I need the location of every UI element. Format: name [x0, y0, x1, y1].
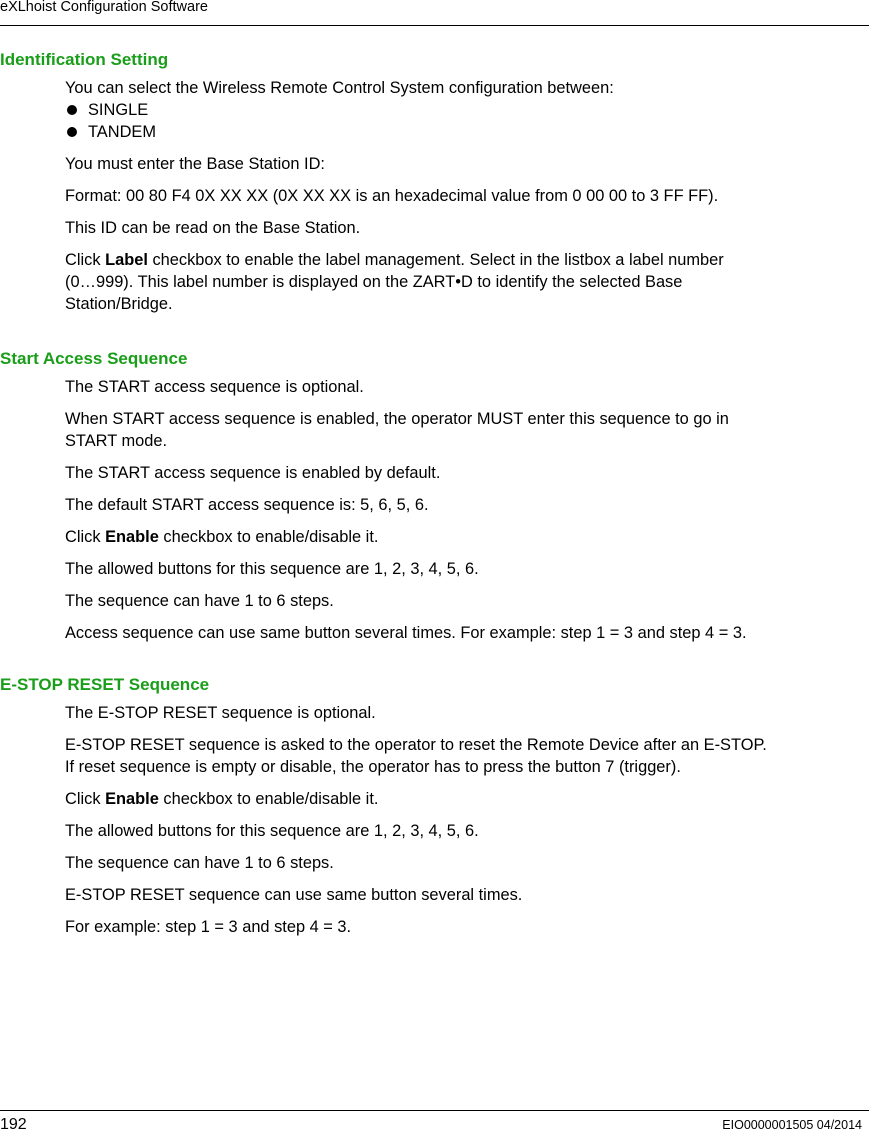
paragraph-line: If reset sequence is empty or disable, the operator has to press the button 7 (trigger). — [65, 758, 681, 776]
paragraph: The sequence can have 1 to 6 steps. — [65, 592, 334, 610]
bold-term-enable: Enable — [105, 790, 159, 808]
paragraph-line — [65, 249, 865, 271]
paragraph — [65, 526, 865, 548]
list-item — [65, 121, 865, 143]
bullet-icon — [67, 127, 77, 137]
section-body — [65, 702, 865, 938]
paragraph: For example: step 1 = 3 and step 4 = 3. — [65, 918, 352, 936]
configuration-list — [65, 99, 865, 143]
paragraph-line: E-STOP RESET sequence is asked to the operator to reset the Remote Device after an E-STOP. — [65, 736, 767, 754]
paragraph: The allowed buttons for this sequence are 1, 2, 3, 4, 5, 6. — [65, 560, 479, 578]
text: checkbox to enable the label management. Select in the listbox a label number — [147, 251, 724, 269]
paragraph: The E-STOP RESET sequence is optional. — [65, 704, 376, 722]
header-rule — [0, 25, 869, 26]
label-paragraph — [65, 249, 865, 315]
paragraph-line: START mode. — [65, 432, 168, 450]
paragraph: E-STOP RESET sequence can use same button several times. — [65, 886, 523, 904]
section-heading: E-STOP RESET Sequence — [0, 675, 210, 694]
section-identification-setting — [0, 50, 869, 315]
section-body — [65, 77, 865, 315]
text: checkbox to enable/disable it. — [158, 528, 379, 546]
bold-term-enable: Enable — [105, 528, 159, 546]
paragraph: This ID can be read on the Base Station. — [65, 219, 361, 237]
running-header-title: eXLhoist Configuration Software — [0, 0, 208, 15]
section-body — [65, 376, 865, 644]
paragraph: You must enter the Base Station ID: — [65, 155, 325, 173]
paragraph: The allowed buttons for this sequence are 1, 2, 3, 4, 5, 6. — [65, 822, 479, 840]
text: Click — [65, 790, 106, 808]
section-estop-reset-sequence — [0, 675, 869, 938]
section-heading: Start Access Sequence — [0, 349, 188, 368]
paragraph: Access sequence can use same button several times. For example: step 1 = 3 and step 4 = 3. — [65, 624, 747, 642]
paragraph: Format: 00 80 F4 0X XX XX (0X XX XX is an hexadecimal value from 0 00 00 to 3 FF FF). — [65, 187, 719, 205]
text: Click — [65, 251, 106, 269]
list-item-label: SINGLE — [88, 101, 149, 119]
paragraph: The default START access sequence is: 5, 6, 5, 6. — [65, 496, 429, 514]
footer-rule — [0, 1110, 869, 1111]
text: checkbox to enable/disable it. — [158, 790, 379, 808]
text: Click — [65, 528, 106, 546]
paragraph — [65, 788, 865, 810]
bullet-icon — [67, 105, 77, 115]
list-item-label: TANDEM — [88, 123, 156, 141]
paragraph: You can select the Wireless Remote Control System configuration between: — [65, 79, 614, 97]
paragraph: The START access sequence is enabled by default. — [65, 464, 441, 482]
list-item — [65, 99, 865, 121]
paragraph: The START access sequence is optional. — [65, 378, 364, 396]
page-number: 192 — [0, 1116, 27, 1133]
section-heading: Identification Setting — [0, 50, 169, 69]
paragraph-line: Station/Bridge. — [65, 295, 173, 313]
paragraph-line: (0…999). This label number is displayed on the ZART•D to identify the selected Base — [65, 273, 683, 291]
bold-term-label: Label — [105, 251, 148, 269]
paragraph-line: When START access sequence is enabled, the operator MUST enter this sequence to go in — [65, 410, 729, 428]
document-reference: EIO0000001505 04/2014 — [722, 1118, 862, 1132]
paragraph: The sequence can have 1 to 6 steps. — [65, 854, 334, 872]
section-start-access-sequence — [0, 349, 869, 644]
